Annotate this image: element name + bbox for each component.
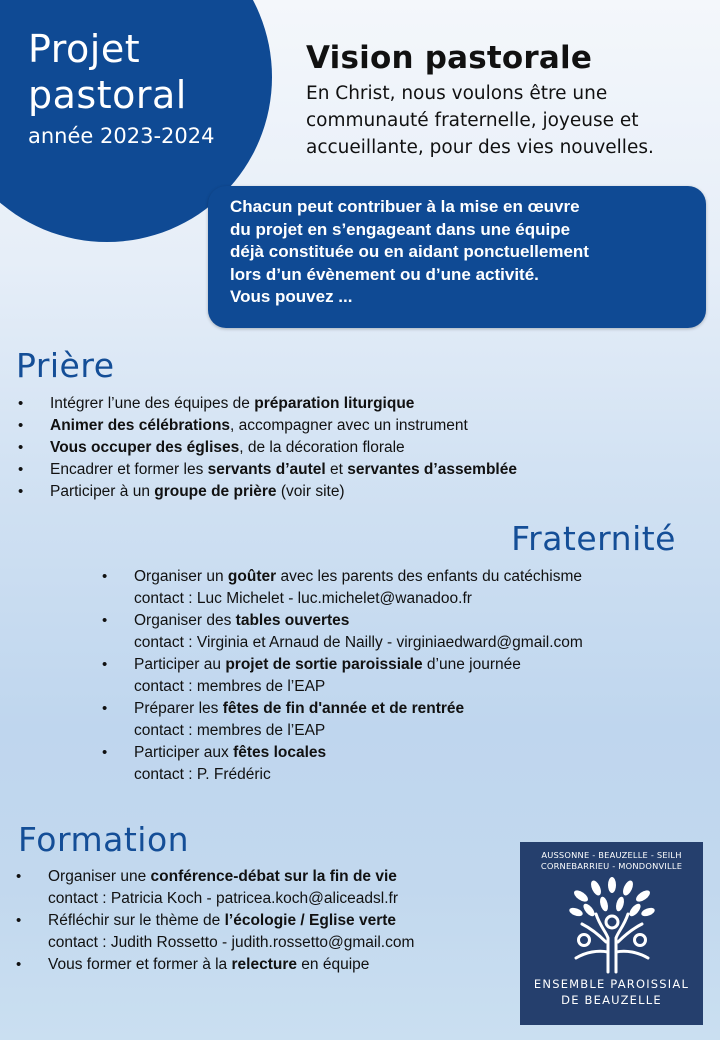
- list-item: • Vous former et former à la relecture en équipe: [16, 954, 414, 976]
- callout-line: Chacun peut contribuer à la mise en œuvre: [230, 197, 580, 216]
- tree-of-life-icon: [562, 876, 662, 974]
- list-item: • Organiser des tables ouvertes contact : Virginia et Arnaud de Nailly - virginiaedward@gmail.com: [102, 610, 583, 654]
- vision-block: [306, 38, 654, 161]
- contact-line: contact : P. Frédéric: [134, 766, 271, 783]
- list-item: • Réfléchir sur le thème de l’écologie / Eglise verte contact : Judith Rossetto - judith.rossetto@gmail.com: [16, 910, 414, 954]
- list-item: • Vous occuper des églises, de la décoration florale: [18, 437, 517, 459]
- title-line-2: pastoral: [28, 73, 187, 117]
- title-line-1: Projet: [28, 27, 141, 71]
- logo-towns: AUSSONNE - BEAUZELLE - SEILH CORNEBARRIEU - MONDONVILLE: [540, 850, 683, 871]
- vision-line: communauté fraternelle, joyeuse et: [306, 110, 639, 131]
- fraternite-list: [102, 566, 583, 786]
- contact-line: contact : Judith Rossetto - judith.rossetto@gmail.com: [48, 934, 415, 951]
- list-item: • Participer à un groupe de prière (voir site): [18, 481, 517, 503]
- callout-box: [208, 186, 706, 328]
- list-item: • Animer des célébrations, accompagner avec un instrument: [18, 415, 517, 437]
- callout-line: lors d’un évènement ou d’une activité.: [230, 264, 539, 284]
- contact-line: contact : Virginia et Arnaud de Nailly - virginiaedward@gmail.com: [134, 634, 583, 651]
- parish-logo: [520, 842, 703, 1025]
- list-item: • Organiser une conférence-débat sur la fin de vie contact : Patricia Koch - patricea.koch@aliceadsl.fr: [16, 866, 414, 910]
- vision-title: Vision pastorale: [306, 40, 593, 76]
- priere-list: [18, 393, 517, 503]
- list-item: • Organiser un goûter avec les parents des enfants du catéchisme contact : Luc Michelet - luc.michelet@wanadoo.fr: [102, 566, 583, 610]
- list-item: • Intégrer l’une des équipes de préparation liturgique: [18, 393, 517, 415]
- formation-list: [16, 866, 414, 976]
- vision-text: [306, 80, 654, 161]
- contact-line: contact : Patricia Koch - patricea.koch@aliceadsl.fr: [48, 890, 398, 907]
- section-title-priere: Prière: [16, 346, 115, 385]
- section-title-fraternite: Fraternité: [511, 519, 676, 558]
- vision-line: En Christ, nous voulons être une: [306, 83, 608, 104]
- poster-title: [28, 26, 214, 150]
- list-item: • Participer au projet de sortie paroissiale d’une journée contact : membres de l’EAP: [102, 654, 583, 698]
- contact-line: contact : Luc Michelet - luc.michelet@wanadoo.fr: [134, 590, 472, 607]
- section-title-formation: Formation: [18, 820, 190, 859]
- contact-line: contact : membres de l’EAP: [134, 722, 326, 739]
- callout-line: du projet en s’engageant dans une équipe: [230, 219, 571, 239]
- list-item: • Préparer les fêtes de fin d'année et de rentrée contact : membres de l’EAP: [102, 698, 583, 742]
- list-item: • Participer aux fêtes locales contact : P. Frédéric: [102, 742, 583, 786]
- callout-line: déjà constituée ou en aidant ponctuellement: [230, 242, 589, 261]
- vision-line: accueillante, pour des vies nouvelles.: [306, 137, 654, 158]
- callout-line: Vous pouvez ...: [230, 287, 353, 306]
- list-item: • Encadrer et former les servants d’autel et servantes d’assemblée: [18, 459, 517, 481]
- logo-name: ENSEMBLE PAROISSIAL DE BEAUZELLE: [533, 977, 690, 1007]
- contact-line: contact : membres de l’EAP: [134, 678, 326, 695]
- title-year: année 2023-2024: [28, 124, 215, 148]
